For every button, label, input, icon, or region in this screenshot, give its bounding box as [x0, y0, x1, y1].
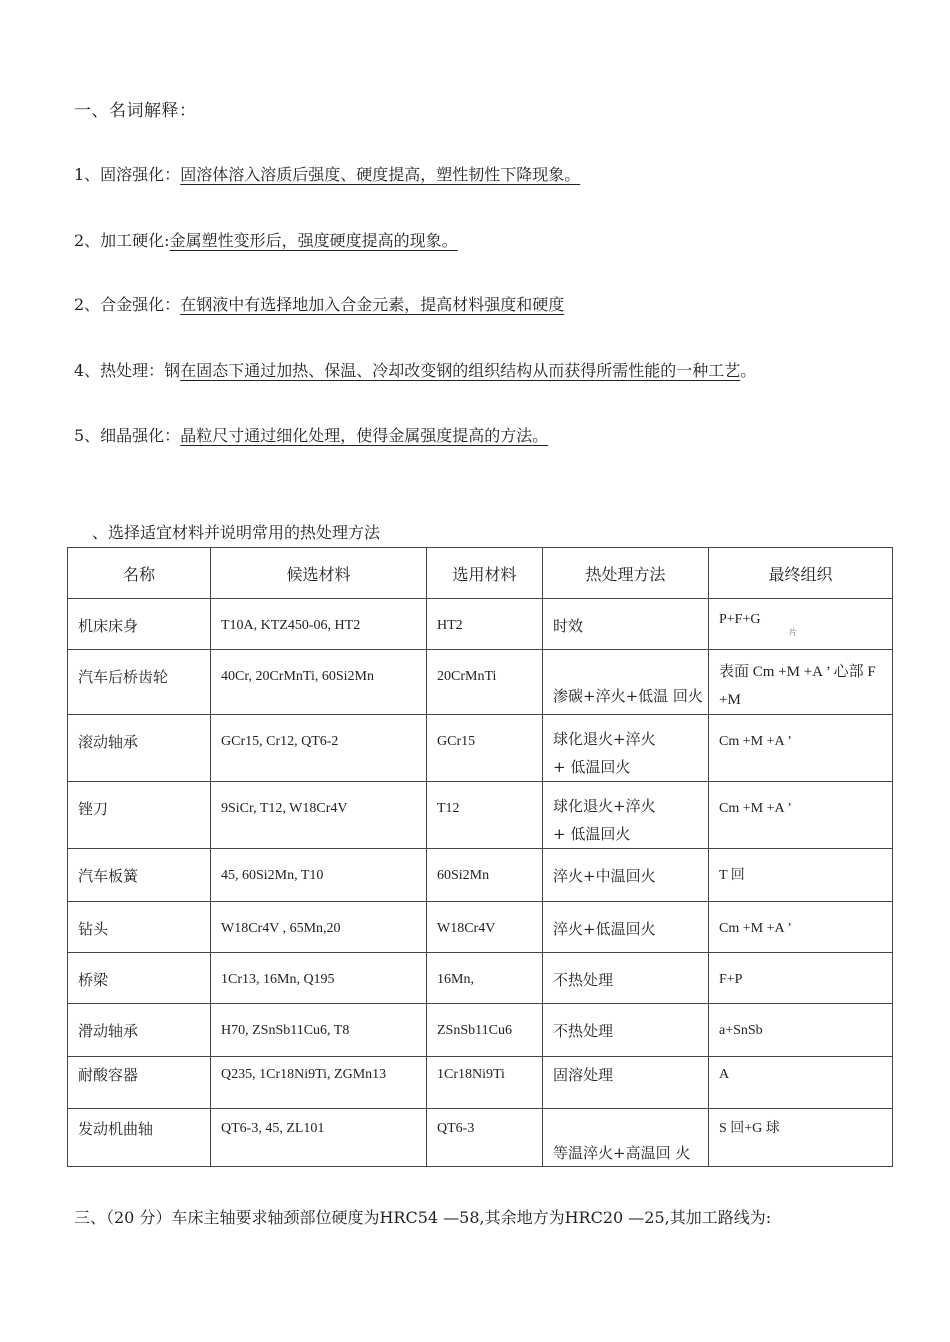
- cell-selected: 16Mn,: [437, 972, 474, 987]
- cell-candidates: Q235, 1Cr18Ni9Ti, ZGMn13: [221, 1067, 387, 1082]
- term-grain-refinement: [74, 423, 548, 446]
- cell-name: 桥梁: [78, 971, 109, 989]
- cell-candidates: 9SiCr, T12, W18Cr4V: [221, 801, 348, 816]
- table-header-row: [68, 548, 893, 599]
- cell-treatment: 不热处理: [553, 1022, 614, 1040]
- cell-name: 汽车板簧: [78, 867, 139, 885]
- table-row: [68, 1057, 893, 1109]
- cell-structure: 表面 Cm +M +A ’ 心部 F +M: [719, 664, 876, 708]
- cell-candidates: W18Cr4V , 65Mn,20: [221, 921, 341, 936]
- table-row: [68, 1004, 893, 1057]
- term-label: 2、合金强化：: [74, 295, 181, 314]
- cell-name: 机床床身: [78, 617, 139, 635]
- cell-structure: Cm +M +A ’: [719, 734, 792, 749]
- term-definition: 晶粒尺寸通过细化处理，使得金属强度提高的方法。: [180, 426, 549, 445]
- table-row: [68, 650, 893, 715]
- cell-name: 汽车后桥齿轮: [78, 668, 169, 686]
- materials-table: [67, 547, 893, 1167]
- cell-selected: ZSnSb11Cu6: [437, 1023, 512, 1038]
- section3-question: 三、（20 分）车床主轴要求轴颈部位硬度为HRC54 —58,其余地方为HRC20 —25,其加工路线为:: [74, 1208, 772, 1227]
- cell-structure: Cm +M +A ’: [719, 801, 792, 816]
- cell-treatment: 球化退火+淬火+ 低温回火: [553, 730, 656, 776]
- cell-selected: T12: [437, 801, 460, 816]
- cell-selected: GCr15: [437, 734, 476, 749]
- table-row: [68, 1109, 893, 1167]
- term-heat-treatment: [74, 358, 756, 381]
- cell-treatment: 固溶处理: [553, 1066, 614, 1084]
- header-structure: 最终组织: [709, 548, 893, 599]
- cell-selected: 20CrMnTi: [437, 669, 497, 684]
- cell-selected: W18Cr4V: [437, 921, 496, 936]
- term-label: 1、固溶强化：: [74, 165, 181, 184]
- cell-structure: F+P: [719, 972, 743, 987]
- cell-structure: a+SnSb: [719, 1023, 763, 1038]
- cell-structure: Cm +M +A ’: [719, 921, 792, 936]
- table-row: [68, 715, 893, 782]
- term-definition: 在固态下通过加热、保温、冷却改变钢的组织结构从而获得所需性能的一种工艺: [180, 361, 741, 380]
- cell-treatment: 淬火+中温回火: [553, 867, 656, 885]
- cell-structure: T 回: [719, 868, 745, 883]
- term-definition: 在钢液中有选择地加入合金元素，提高材料强度和硬度: [180, 295, 565, 314]
- term-work-hardening: [74, 228, 458, 251]
- cell-treatment: 等温淬火+高温回 火: [553, 1144, 691, 1162]
- header-candidates: 候选材料: [211, 548, 427, 599]
- cell-treatment: 时效: [553, 617, 584, 635]
- term-label: 2、加工硬化:: [74, 231, 170, 250]
- term-definition: 固溶体溶入溶质后强度、硬度提高，塑性韧性下降现象。: [180, 165, 581, 184]
- header-name: 名称: [68, 548, 211, 599]
- section1-title: 一、名词解释：: [74, 101, 197, 121]
- cell-structure-sub: 片: [789, 628, 797, 637]
- cell-name: 钻头: [78, 920, 109, 938]
- cell-candidates: GCr15, Cr12, QT6-2: [221, 734, 339, 749]
- cell-name: 发动机曲轴: [78, 1120, 154, 1138]
- cell-structure: S 回+G 球: [719, 1121, 780, 1136]
- term-label: 4、热处理：钢: [74, 361, 181, 380]
- cell-selected: HT2: [437, 618, 463, 633]
- cell-name: 锉刀: [78, 800, 109, 818]
- cell-treatment: 不热处理: [553, 971, 614, 989]
- section2-title: 、选择适宜材料并说明常用的热处理方法: [92, 523, 381, 542]
- term-tail: 。: [740, 361, 757, 380]
- term-alloy-strengthening: [74, 292, 564, 315]
- cell-name: 滑动轴承: [78, 1022, 139, 1040]
- cell-treatment: 球化退火+淬火+ 低温回火: [553, 797, 656, 843]
- cell-treatment: 淬火+低温回火: [553, 920, 656, 938]
- term-label: 5、细晶强化：: [74, 426, 181, 445]
- cell-candidates: H70, ZSnSb11Cu6, T8: [221, 1023, 350, 1038]
- header-treatment: 热处理方法: [543, 548, 709, 599]
- cell-selected: QT6-3: [437, 1121, 475, 1136]
- cell-structure: P+F+G: [719, 612, 761, 627]
- term-definition: 金属塑性变形后，强度硬度提高的现象。: [169, 231, 458, 250]
- table-row: [68, 782, 893, 849]
- table-row: [68, 599, 893, 650]
- cell-structure: A: [719, 1067, 730, 1082]
- cell-name: 滚动轴承: [78, 733, 139, 751]
- table-row: [68, 902, 893, 953]
- term-solid-solution: [74, 162, 580, 185]
- cell-treatment: 渗碳+淬火+低温 回火: [553, 687, 703, 705]
- cell-name: 耐酸容器: [78, 1066, 139, 1084]
- cell-candidates: 40Cr, 20CrMnTi, 60Si2Mn: [221, 669, 374, 684]
- cell-selected: 60Si2Mn: [437, 868, 490, 883]
- cell-candidates: 1Cr13, 16Mn, Q195: [221, 972, 335, 987]
- header-selected: 选用材料: [427, 548, 543, 599]
- cell-candidates: T10A, KTZ450-06, HT2: [221, 618, 361, 633]
- cell-candidates: 45, 60Si2Mn, T10: [221, 868, 324, 883]
- cell-selected: 1Cr18Ni9Ti: [437, 1067, 505, 1082]
- cell-candidates: QT6-3, 45, ZL101: [221, 1121, 325, 1136]
- table-row: [68, 953, 893, 1004]
- table-row: [68, 849, 893, 902]
